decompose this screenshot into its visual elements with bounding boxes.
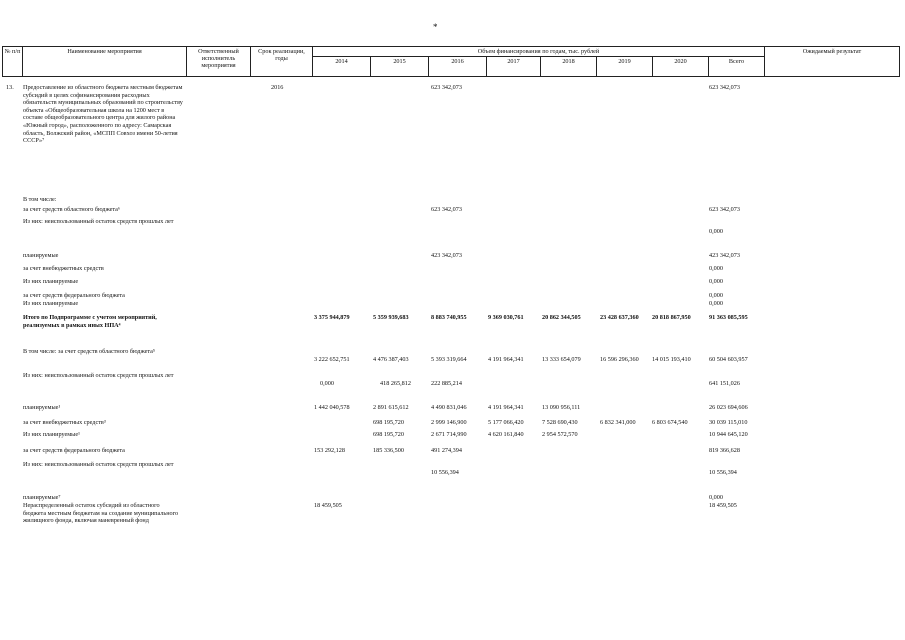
cell-2016: 2 671 714,990 (431, 431, 467, 438)
cell-total: 623 342,073 (709, 206, 740, 213)
cell-total: 0,000 (709, 300, 723, 307)
cell-2020: 6 803 674,540 (652, 419, 688, 426)
cell-total: 423 342,073 (709, 252, 740, 259)
cell-2014: 3 222 652,751 (314, 356, 350, 363)
cell-2014: 18 459,505 (314, 502, 342, 509)
cell-total: 0,000 (709, 228, 723, 235)
cell-2017: 9 369 030,761 (488, 314, 524, 321)
cell-2019: 6 832 341,000 (600, 419, 636, 426)
col-name: Наименование мероприятия (23, 47, 187, 77)
cell-2018: 7 528 690,430 (542, 419, 578, 426)
cell-total: 10 556,394 (709, 469, 737, 476)
row-name: В том числе: за счет средств областного бюджета⁵ (23, 348, 156, 355)
year-2016: 2016 (429, 57, 487, 77)
cell-2014: 0,000 (320, 380, 334, 387)
row-name: за счет средств федерального бюджета (23, 447, 125, 454)
cell-2016: 222 885,214 (431, 380, 462, 387)
cell-2019: 23 428 637,360 (600, 314, 639, 321)
year-2014: 2014 (313, 57, 371, 77)
cell-2016: 423 342,073 (431, 252, 462, 259)
year-2015: 2015 (371, 57, 429, 77)
row-name: Предоставление из областного бюджета местным бюджетам субсидий в целях софинансирования расходных обязательств муниципальных образований по строительству объекта «Общеобразовательная школа на 1200 мест в составе общеобразовательного центра для жилого района «Южный город», расположенного по адресу: Самарская область, Волжский район, «МСПП Совхоз имени 50-летия СССР»⁷ (23, 84, 183, 145)
row-name: планируемые (23, 252, 59, 259)
cell-2018: 13 333 654,079 (542, 356, 581, 363)
cell-2014: 1 442 040,578 (314, 404, 350, 411)
cell-2015: 185 336,500 (373, 447, 404, 454)
cell-2018: 20 862 344,505 (542, 314, 581, 321)
col-funding: Объем финансирования по годам, тыс. рублей (313, 47, 765, 57)
year-2019: 2019 (597, 57, 653, 77)
col-term: Срок реализации, годы (251, 47, 313, 77)
cell-2015: 698 195,720 (373, 419, 404, 426)
year-2017: 2017 (487, 57, 541, 77)
row-name: за счет внебюджетных средств (23, 265, 104, 272)
cell-2016: 8 883 740,955 (431, 314, 467, 321)
row-name: планируемые⁷ (23, 494, 61, 501)
cell-total: 641 151,026 (709, 380, 740, 387)
cell-total: 60 504 603,957 (709, 356, 748, 363)
table-header (2, 46, 900, 77)
cell-total: 10 944 645,120 (709, 431, 748, 438)
cell-2016: 4 490 831,046 (431, 404, 467, 411)
cell-total: 26 023 694,606 (709, 404, 748, 411)
cell-2016: 623 342,073 (431, 206, 462, 213)
row-name: Из них: неиспользованный остаток средств прошлых лет (23, 461, 174, 468)
cell-total: 30 039 115,010 (709, 419, 748, 426)
row-name: за счет средств федерального бюджета (23, 292, 125, 299)
cell-total: 0,000 (709, 265, 723, 272)
cell-2018: 2 954 572,570 (542, 431, 578, 438)
col-result: Ожидаемый результат (765, 47, 900, 77)
cell-2016: 5 393 319,664 (431, 356, 467, 363)
cell-total: 0,000 (709, 292, 723, 299)
cell-2020: 14 015 193,410 (652, 356, 691, 363)
cell-total: 0,000 (709, 494, 723, 501)
cell-2017: 4 620 161,840 (488, 431, 524, 438)
cell-2014: 3 375 944,879 (314, 314, 350, 321)
cell-2014: 153 292,128 (314, 447, 345, 454)
cell-2018: 13 090 956,111 (542, 404, 581, 411)
row-name: за счет средств областного бюджета⁶ (23, 206, 121, 213)
cell-total: 819 366,628 (709, 447, 740, 454)
cell-2017: 5 177 066,420 (488, 419, 524, 426)
cell-2015: 4 476 387,403 (373, 356, 409, 363)
cell-total: 91 363 085,595 (709, 314, 748, 321)
row-name: Итого по Подпрограмме с учетом мероприятий, реализуемых в рамках иных НПА⁴ (23, 314, 157, 329)
row-name: Из них планируемые (23, 300, 79, 307)
cell-total: 623 342,073 (709, 84, 740, 91)
cell-2015: 5 359 939,683 (373, 314, 409, 321)
cell-2015: 698 195,720 (373, 431, 404, 438)
row-name: Из них планируемые¹ (23, 431, 80, 438)
row-name: Из них: неиспользованный остаток средств прошлых лет (23, 372, 174, 379)
cell-2016: 10 556,394 (431, 469, 459, 476)
cell-2017: 4 191 964,341 (488, 404, 524, 411)
year-total: Всего (709, 57, 765, 77)
row-name: Из них: неиспользованный остаток средств прошлых лет (23, 218, 174, 225)
cell-total: 18 459,505 (709, 502, 737, 509)
page-mark: * (433, 22, 438, 32)
year-2018: 2018 (541, 57, 597, 77)
cell-total: 0,000 (709, 278, 723, 285)
cell-2015: 418 265,812 (380, 380, 411, 387)
row-name: В том числе: (23, 196, 57, 203)
cell-2020: 20 818 867,950 (652, 314, 691, 321)
row-name: Из них планируемые (23, 278, 79, 285)
cell-2017: 4 191 964,341 (488, 356, 524, 363)
row-name: планируемые¹ (23, 404, 61, 411)
col-responsible: Ответственный исполнитель мероприятия (187, 47, 251, 77)
row-name: за счет внебюджетных средств³ (23, 419, 106, 426)
cell-2019: 16 596 296,360 (600, 356, 639, 363)
row-term: 2016 (271, 84, 284, 91)
cell-2016: 491 274,394 (431, 447, 462, 454)
col-num: № п/п (3, 47, 23, 77)
row-num: 13. (6, 84, 14, 91)
cell-2015: 2 891 615,612 (373, 404, 409, 411)
year-2020: 2020 (653, 57, 709, 77)
row-name: Нераспределенный остаток субсидий из областного бюджета местным бюджетам на создание муниципального жилищного фонда, включая маневренный фонд (23, 502, 179, 525)
cell-2016: 2 999 146,900 (431, 419, 467, 426)
cell-2016: 623 342,073 (431, 84, 462, 91)
